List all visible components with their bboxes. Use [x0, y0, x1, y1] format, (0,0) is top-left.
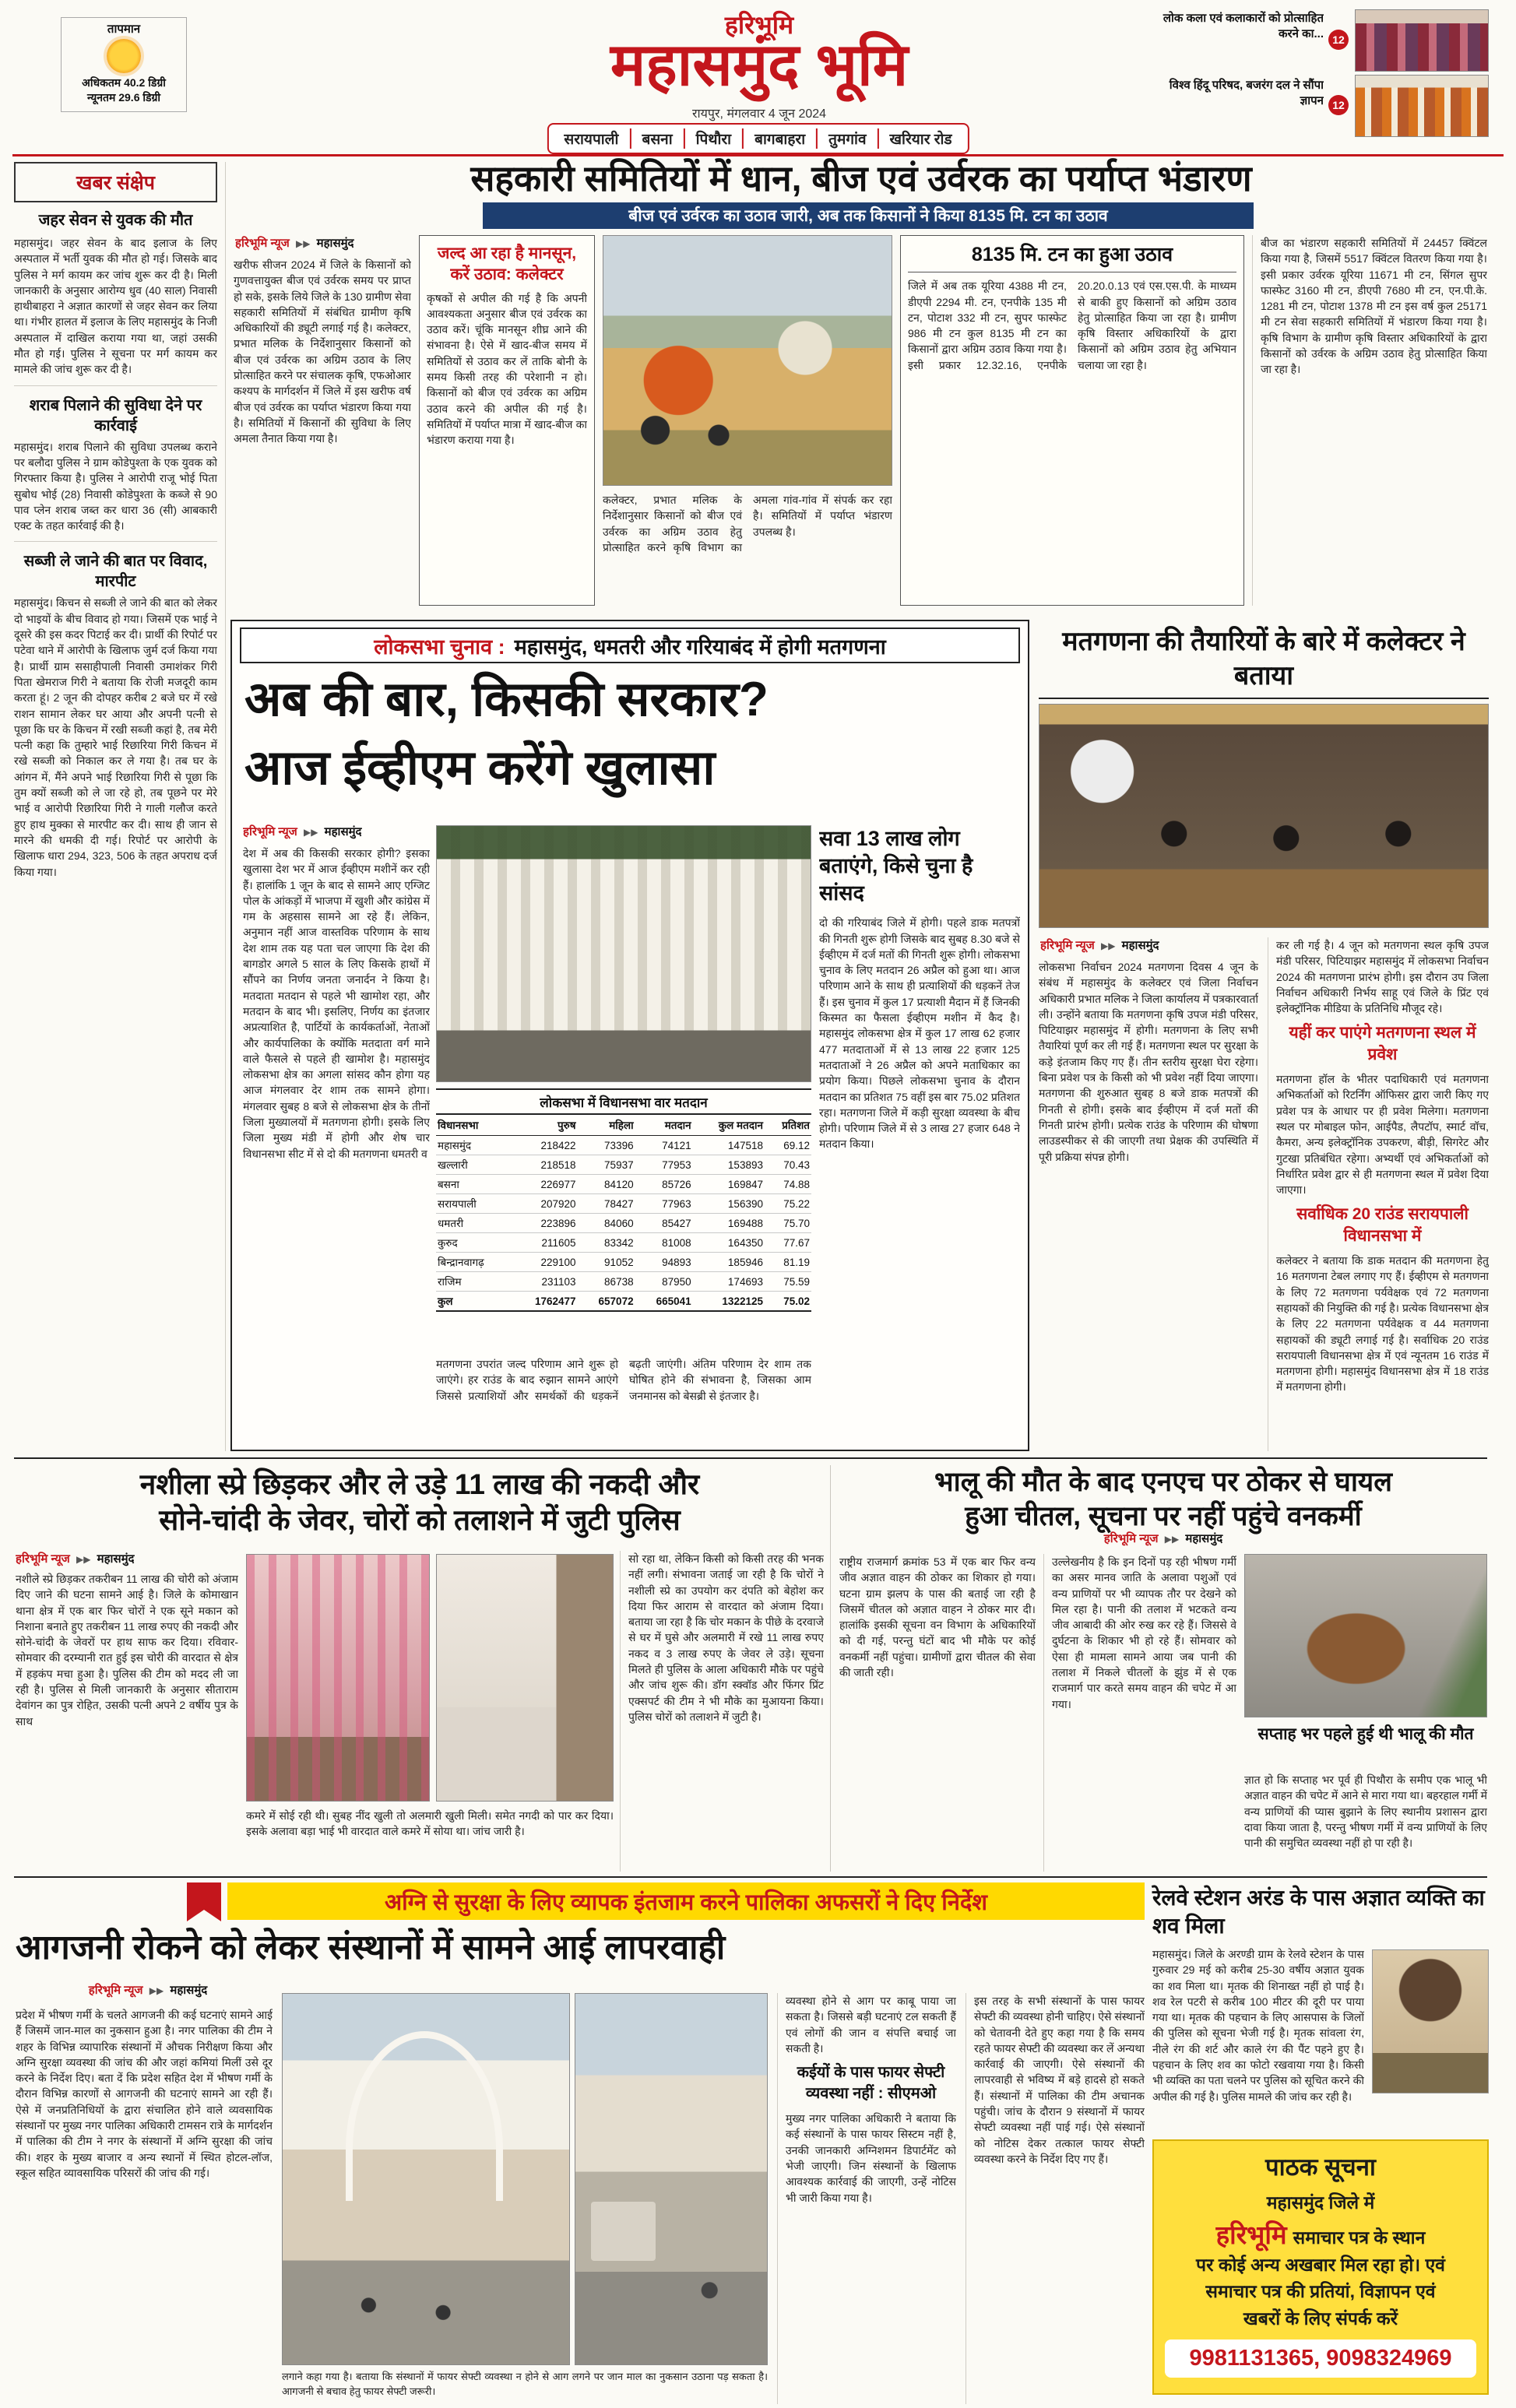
masthead-dateline: रायपुर, मंगलवार 4 जून 2024 — [691, 107, 827, 121]
uplift-box-body: जिले में अब तक यूरिया 4388 मी टन, डीएपी 2294 मी. टन, एनपीके 135 मी टन, पोटाश 332 मी टन, सुपर फास्फेट 986 मी टन कुल 8135 मी टन का किसानों द्वारा अग्रिम उठाव किया गया है। इसी प्रकार 12.32.16, एनपीके 20.20.0.13 एवं एस.एस.पी. के माध्यम से बाकी हुए किसानों को अग्रिम उठाव हेतु प्रोत्साहित किया जा रहा है। ग्रामीण कृषि विस्तार अधिकारियों के द्वारा किसानों को अग्रिम उठाव हेतु अभियान चलाया जा रहा है। — [908, 279, 1236, 371]
counting-subhead-1: यहीं कर पाएंगे मतगणना स्थल में प्रवेश — [1289, 1024, 1476, 1063]
brief-headline: शराब पिलाने की सुविधा देने पर कार्रवाई — [29, 396, 202, 434]
table-cell: 74121 — [635, 1136, 693, 1155]
fire-col2-top: व्यवस्था होने से आग पर काबू पाया जा सकता है। जिससे बड़ी घटनाएं टल सकती हैं एवं लोगों की जान व संपत्ति बचाई जा सकती है। — [786, 1995, 956, 2055]
table-cell: 85427 — [635, 1214, 693, 1233]
table-cell: 226977 — [511, 1175, 577, 1194]
counting-headline: मतगणना की तैयारियों के बारे में कलेक्टर ने बताया — [1039, 624, 1489, 699]
byline-arrows-icon: ▶▶ — [76, 1554, 91, 1565]
deer-col2: उल्लेखनीय है कि इन दिनों पड़ रही भीषण गर्मी का असर मानव जाति के अलावा पशुओं एवं वन्य प्राणियों पर भी व्यापक तौर पर देखने को मिल रहा है। पानी की तलाश में भटकते वन्य जीव आबादी की ओर रुख कर रहे हैं। जिससे वे दुर्घटना के शिकार भी हो रहे हैं। सोमवार को ऐसा ही मामला सामने आया जब पानी की तलाश में निकले चीतलों के झुंड में से एक राजमार्ग पार करते समय वाहन की चपेट में आ गया। — [1043, 1554, 1236, 1872]
byline-city: महासमुंद — [1185, 1532, 1223, 1545]
table-cell: 78427 — [578, 1194, 635, 1214]
reader-notice-line2: समाचार पत्र के स्थान — [1293, 2227, 1426, 2248]
nav-item-pithora: पिथौरा — [684, 128, 731, 149]
theft-byline — [16, 1551, 238, 1566]
theft-left-col — [16, 1551, 238, 1872]
ribbon-icon — [187, 1882, 221, 1921]
byline-brand: हरिभूमि न्यूज — [88, 1984, 143, 1997]
byline-arrows-icon: ▶▶ — [1164, 1534, 1180, 1545]
reader-notice-title: पाठक सूचना — [1265, 2153, 1376, 2181]
deer-subhead: सप्ताह भर पहले हुई थी भालू की मौत — [1257, 1725, 1474, 1743]
top-photo-caption-2: विश्व हिंदू परिषद, बजरंग दल ने सौंपा ज्ञापन — [1169, 79, 1324, 108]
deer-sub-body: ज्ञात हो कि सप्ताह भर पूर्व ही पिथौरा के समीप एक भालू भी अज्ञात वाहन की चपेट में आने से मारा गया था। बहरहाल गर्मी में वन्य प्राणियों की प्यास बुझाने के लिए स्थानीय प्रशासन द्वारा दावा किया जाता है, परन्तु भीषण गर्मी में वन्य प्राणियों के लिए पानी की समुचित व्यवस्था नहीं हो पा रही है। — [1244, 1773, 1487, 1850]
body-found-story — [1152, 1946, 1489, 2132]
theft-headline-line2: सोने-चांदी के जेवर, चोरों को तलाशने में जुटी पुलिस — [159, 1504, 681, 1537]
theft-left-text: नशीले स्प्रे छिड़कर तकरीबन 11 लाख की चोरी को अंजाम दिए जाने की घटना सामने आई है। जिले के कोमाखान थाना क्षेत्र में एक बार फिर चोरों ने एक सूने मकान को निशाना बनाते हुए तकरीबन 11 लाख रुपए की नकदी और सोने-चांदी के जेवरों पर हाथ साफ कर दिया। रविवार-सोमवार की दरम्यानी रात हुई इस चोरी की वारदात से क्षेत्र में हड़कंप मचा हुआ है। पुलिस की टीम को मदद ली जा रही है। पुलिस से मिली जानकारी के अनुसार सीताराम देवांगन का पुत्र रोहित, उसकी पत्नी अपने 2 वर्षीय पुत्र के साथ — [16, 1573, 238, 1728]
counting-sub1-body: मतगणना हॉल के भीतर पदाधिकारी एवं मतगणना अभिकर्ताओं को रिटर्निंग ऑफिसर द्वारा जारी किए गए प्रवेश पत्र के आधार पर ही प्रवेश मिलेगा। मतगणना स्थल पर मोबाइल फोन, आईपैड, लैपटॉप, स्मार्ट वॉच, कैमरा, अन्य इलेक्ट्रॉनिक उपकरण, बीड़ी, सिगरेट और गुटखा प्रतिबंधित रहेगा। अभ्यर्थी एवं अभिकर्ताओं को निर्धारित प्रवेश द्वार से ही मतगणना स्थल में प्रवेश दिया जाएगा। — [1276, 1073, 1489, 1197]
table-row — [436, 1175, 811, 1194]
table-header-cell: प्रतिशत — [765, 1114, 811, 1136]
byline-city: महासमुंद — [97, 1552, 135, 1566]
deer-headline-line1: भालू की मौत के बाद एनएच पर ठोकर से घायल — [934, 1467, 1392, 1497]
table-cell: 91052 — [578, 1253, 635, 1272]
table-cell: 69.12 — [765, 1136, 811, 1155]
table-cell: 77963 — [635, 1194, 693, 1214]
theft-photo-caption: कमरे में सोई रही थी। सुबह नींद खुली तो अलमारी खुली मिली। समेत नगदी को पार कर दिया। इसके अलावा बड़ा भाई भी वारदात वाले कमरे में सोया था। जांच जारी है। — [246, 1809, 614, 1838]
counting-right-intro: कर ली गई है। 4 जून को मतगणना स्थल कृषि उपज मंडी परिसर, पिटियाझर महासमुंद में लोकसभा निर्वाचन 2024 की मतगणना प्रारंभ होगी। इस दौरान उप जिला निर्वाचन अधिकारी निर्भय साहू एवं जिले के प्रिंट एवं इलेक्ट्रॉनिक मीडिया के प्रतिनिधि मौजूद रहे। — [1276, 939, 1489, 1015]
fire-crosshead: कईयों के पास फायर सेफ्टी व्यवस्था नहीं : सीएमओ — [797, 2064, 945, 2103]
table-cell: 657072 — [578, 1292, 635, 1312]
table-cell: राजिम — [436, 1272, 511, 1292]
table-header-cell: विधानसभा — [436, 1114, 511, 1136]
uplift-box-title: 8135 मि. टन का हुआ उठाव — [908, 243, 1236, 272]
sun-icon — [107, 39, 141, 73]
theft-headline — [16, 1467, 824, 1539]
table-cell: सरायपाली — [436, 1194, 511, 1214]
lead-right-col: बीज का भंडारण सहकारी समितियों में 24457 क्विंटल किया गया है, जिसमें 5517 क्विंटल वितरण किया गया है। इसी प्रकार उर्वरक यूरिया 11671 मी टन, सिंगल सुपर फास्फेट 3160 मी टन, डीएपी 7680 मी टन, एन.पी.के. 1281 मी टन, पोटाश 1378 मी टन इस वर्ष कुल 25171 मी टन सेवा सहकारी समितियों में भंडारण किया गया है। कृषि विभाग के ग्रामीण कृषि विस्तार अधिकारियों के द्वारा किसानों को उर्वरक के अग्रिम उठाव हेतु प्रोत्साहित किया जा रहा है। — [1252, 235, 1487, 606]
weather-max: अधिकतम 40.2 डिग्री — [82, 76, 166, 89]
monsoon-box-title: जल्द आ रहा है मानसून, करें उठाव: कलेक्टर — [437, 244, 577, 284]
counting-sub2-body: कलेक्टर ने बताया कि डाक मतदान की मतगणना हेतु 16 मतगणना टेबल लगाए गए हैं। ईव्हीएम से मतगणना के लिए 72 मतगणना पर्यवेक्षक एवं 72 मतगणना सहायकों की नियुक्ति की गई है। प्रत्येक विधानसभा क्षेत्र के लिए 22 मतगणना पर्यवेक्षक व 44 मतगणना सहायकों की ड्यूटी लगाई गई है। सर्वाधिक 20 राउंड सरायपाली विधानसभा क्षेत्र में एवं न्यूनतम 16 राउंड में मतगणना होगी। महासमुंद विधानसभा क्षेत्र में 18 राउंड में मतगणना होगी। — [1276, 1254, 1489, 1394]
table-cell: 665041 — [635, 1292, 693, 1312]
injured-deer-photo — [1244, 1554, 1487, 1717]
top-photo-caption-1: लोक कला एवं कलाकारों को प्रोत्साहित करने का... — [1163, 12, 1324, 41]
table-row — [436, 1214, 811, 1233]
reader-notice-line1: महासमुंद जिले में — [1266, 2192, 1375, 2213]
table-cell: 84060 — [578, 1214, 635, 1233]
monsoon-box-body: कृषकों से अपील की गई है कि अपनी आवश्यकता अनुसार बीज एवं उर्वरक का उठाव करें। चूंकि मानसून शीघ्र आने की संभावना है। ऐसे में खाद-बीज समय में समितियों से उठाव कर लें ताकि बोनी के समय किसी तरह की परेशानी न हो। किसानों को बीज एवं उर्वरक का अग्रिम उठाव करने की अपील की गई है। समितियों में पर्याप्त मात्रा में खाद-बीज का भंडारण कराया गया है। — [427, 291, 587, 447]
election-right-subhead: सवा 13 लाख लोग बताएंगे, किसे चुना है सांसद — [819, 827, 973, 905]
table-cell: धमतरी — [436, 1214, 511, 1233]
brief-body: महासमुंद। जहर सेवन के बाद इलाज के लिए अस्पताल में भर्ती युवक की मौत हो गई। जिसके बाद पुलिस ने मर्ग कायम कर जांच शुरू कर दी है। मिली जानकारी के अनुसार आरोग्य धुव (40 साल) निवासी हाथीबाहरा ने अज्ञात कारणों से जहर सेवन कर लिया था। गंभीर हालत में इलाज के लिए महासमुंद के निजी अस्पताल में दाखिल कराया गया था, जहां उसकी मौत हो गई। पुलिस ने सूचना पर मर्ग कायम कर मामले की जांच शुरू कर दी है। — [14, 237, 217, 376]
counting-byline — [1040, 937, 1243, 953]
brief-headline: सब्जी ले जाने की बात पर विवाद, मारपीट — [23, 553, 208, 591]
table-cell: 153893 — [693, 1155, 765, 1175]
weather-box — [61, 17, 187, 112]
section-divider — [14, 1457, 1487, 1459]
column-divider — [830, 1465, 831, 1872]
reader-notice-line4: समाचार पत्र की प्रतियां, विज्ञापन एवं — [1205, 2281, 1436, 2301]
table-row — [436, 1272, 811, 1292]
body-found-headline: रेलवे स्टेशन अरंड के पास अज्ञात व्यक्ति का शव मिला — [1152, 1886, 1485, 1939]
counting-right-col — [1268, 937, 1489, 1451]
table-cell: 174693 — [693, 1272, 765, 1292]
fire-photo-caption: लगाने कहा गया है। बताया कि संस्थानों में फायर सेफ्टी व्यवस्था न होने से आग लगने पर जान माल का नुकसान उठाना पड़ सकता है। आगजनी से बचाव हेतु फायर सेफ्टी जरूरी। — [282, 2371, 768, 2397]
header-rule — [12, 154, 1504, 156]
election-left-col: देश में अब की किसकी सरकार होगी? इसका खुलासा देश भर में आज ईव्हीएम मशीनें कर रही हैं। हालांकि 1 जून के बाद से सामने आए एग्जिट पोल के आंकड़ों में भाजपा में खुशी और कांग्रेस में गम के अहसास सामने आ रहे हैं। लेकिन, अनुमान नहीं आज वास्तविक परिणाम के साथ देश शाम तक यह पता चल जाएगा कि देश की बागडोर अगले 5 साल के लिए किसके हाथों में सौंपने का निर्णय जनता जनार्दन ने किया है। मतदाता मतदान से पहले भी खामोश रहा, और मतदान के बाद भी। इसलिए, निर्णय का इंतजार अप्रत्याशित है, पार्टियों के कार्यकर्ताओं, नेताओं और कार्यपालिका के क्योंकि मतदाता वर्ग माने वाले फैसले से पहले ही खामोश है। महासमुंद लोकसभा क्षेत्र का अगला सांसद कौन होगा यह आज मंगलवार देर शाम तक सामने होगा। मंगलवार सुबह 8 बजे से लोकसभा क्षेत्र के तीनों जिला मुख्यालयों में मतगणना होगी। इसके लिए जिला मुख्य मंडी में होगी और शेष चार विधानसभा सीट में से दो की मतगणना धमतरी व — [243, 847, 430, 1160]
reader-notice-box — [1152, 2139, 1489, 2395]
kicker-text: महासमुंद, धमतरी और गरियाबंद में होगी मतगणना — [514, 635, 886, 659]
tractor-photo — [603, 235, 892, 486]
masthead-title: महासमुंद भूमि — [610, 32, 909, 98]
table-cell: 218518 — [511, 1155, 577, 1175]
kicker-label: लोकसभा चुनाव : — [374, 635, 505, 659]
briefs-title: खबर संक्षेप — [14, 162, 217, 202]
election-right-col — [819, 825, 1020, 1443]
table-cell: 169847 — [693, 1175, 765, 1194]
table-cell: 70.43 — [765, 1155, 811, 1175]
byline-brand: हरिभूमि न्यूज — [1040, 939, 1095, 952]
table-cell: 75.59 — [765, 1272, 811, 1292]
reader-notice-phones: 9981131365, 9098324969 — [1165, 2339, 1476, 2378]
lead-col1: खरीफ सीजन 2024 में जिले के किसानों को गुणवत्तायुक्त बीज एवं उर्वरक समय पर प्राप्त हो सके, इसके लिये जिले के 130 ग्रामीण सेवा सहकारी समितियों में संबंधित ग्रामीण कृषि अधिकारियों की ड्यूटी लगाई गई है। कलेक्टर, प्रभात मलिक के निर्देशानुसार किसानों को बीज एवं उर्वरक का अग्रिम उठाव के लिए प्रोत्साहित करने पर संचालक कृषि, एफओआर कश्यप के मार्गदर्शन में जिले में इस खरीफ वर्ष बीज एवं उर्वरक का पर्याप्त भंडारण किया गया है। समितियों में किसानों की सुविधा के लिए अमला तैनात किया गया है। — [234, 258, 411, 445]
table-cell: बसना — [436, 1175, 511, 1194]
table-row — [436, 1233, 811, 1253]
nav-item-bagbahra: बागबाहरा — [742, 128, 805, 149]
table-cell: 1762477 — [511, 1292, 577, 1312]
table-cell: 75.22 — [765, 1194, 811, 1214]
byline-brand: हरिभूमि न्यूज — [243, 825, 297, 838]
byline-brand: हरिभूमि न्यूज — [1103, 1532, 1159, 1545]
table-cell: 1322125 — [693, 1292, 765, 1312]
table-cell: 87950 — [635, 1272, 693, 1292]
collector-press-photo — [1039, 704, 1489, 928]
table-cell: 185946 — [693, 1253, 765, 1272]
table-cell: खल्लारी — [436, 1155, 511, 1175]
table-cell: 74.88 — [765, 1175, 811, 1194]
masthead-logo: हरिभूमि — [724, 11, 794, 39]
deer-byline — [839, 1531, 1487, 1546]
table-cell: 218422 — [511, 1136, 577, 1155]
nav-item-saraipali: सरायपाली — [564, 132, 619, 148]
election-headline-1: अब की बार, किसकी सरकार? — [244, 673, 769, 726]
election-story-box — [230, 620, 1029, 1451]
table-header-cell: कुल मतदान — [693, 1114, 765, 1136]
nav-item-basna: बसना — [629, 128, 672, 149]
theft-right-col: सो रहा था, लेकिन किसी को किसी तरह की भनक नहीं लगी। संभावना जताई जा रही है कि चोरों ने नशीली स्प्रे का उपयोग कर दंपति को बेहोश कर दिया फिर आराम से वारदात को अंजाम दिया। बताया जा रहा है कि चोर मकान के पीछे के दरवाजे से घर में घुसे और अलमारी में रखे 11 लाख रुपए नकद व 3 लाख रुपए के जेवर ले उड़े। सूचना मिलते ही पुलिस के आला अधिकारी मौके पर पहुंचे और जांच शुरू की। डॉग स्क्वॉड और फिंगर प्रिंट एक्सपर्ट की टीम ने भी मौके का मुआयना किया। पुलिस चोरों को तलाशने में जुटी है। — [620, 1551, 824, 1872]
table-row — [436, 1136, 811, 1155]
byline-arrows-icon: ▶▶ — [1100, 940, 1116, 951]
deer-col1: राष्ट्रीय राजमार्ग क्रमांक 53 में एक बार फिर वन्य जीव अज्ञात वाहन की ठोकर का शिकार हो गया। घटना ग्राम झलप के पास की बताई जा रही है जिसमें चीतल को अज्ञात वाहन ने ठोकर मार दी। हालांकि इसकी सूचना वन विभाग के अधिकारियों को दी गई, परन्तु घंटों बाद भी मौके पर कोई वनकर्मी नहीं पहुंचा। ग्रामीणों द्वारा चीतल की सेवा की जाती रही। — [839, 1556, 1036, 1679]
byline-arrows-icon: ▶▶ — [149, 1985, 164, 1996]
table-cell: कुल — [436, 1292, 511, 1312]
brief-headline: जहर सेवन से युवक की मौत — [38, 212, 193, 229]
folk-artists-photo — [1355, 9, 1489, 72]
counting-subhead-2: सर्वाधिक 20 राउंड सरायपाली विधानसभा में — [1296, 1205, 1469, 1245]
election-headline-2: आज ईव्हीएम करेंगे खुलासा — [244, 741, 716, 795]
byline-city: महासमुंद — [170, 1984, 208, 1997]
burgled-room-photo-2 — [436, 1554, 614, 1802]
table-header-cell: मतदान — [635, 1114, 693, 1136]
fire-banner: अग्नि से सुरक्षा के लिए व्यापक इंतजाम करने पालिका अफसरों ने दिए निर्देश — [227, 1882, 1145, 1920]
nav-item-khariar-road: खरियार रोड — [878, 128, 952, 149]
byline-brand: हरिभूमि न्यूज — [16, 1552, 70, 1566]
byline-arrows-icon: ▶▶ — [303, 827, 318, 838]
table-cell: 169488 — [693, 1214, 765, 1233]
lead-byline — [235, 235, 422, 251]
table-cell: 86738 — [578, 1272, 635, 1292]
table-cell: बिन्द्रानवागढ़ — [436, 1253, 511, 1272]
vhp-memorandum-photo — [1355, 75, 1489, 137]
fire-col3: इस तरह के सभी संस्थानों के पास फायर सेफ्टी की व्यवस्था होनी चाहिए। ऐसे संस्थानों को चेतावनी देते हुए कहा गया है कि समय रहते फायर सेफ्टी की व्यवस्था कर लें अन्यथा कार्रवाई की जाएगी। ऐसे संस्थानों की लापरवाही से भविष्य में बड़े हादसे हो सकते हैं। संस्थानों में पालिका की टीम अचानक पहुंची। जांच के दौरान 9 संस्थानों में फायर सेफ्टी व्यवस्था नहीं पाई गई। ऐसे संस्थानों को नोटिस देकर तत्काल फायर सेफ्टी व्यवस्था करने के निर्देश दिए गए हैं। — [966, 1993, 1145, 2404]
table-cell: 164350 — [693, 1233, 765, 1253]
table-cell: 84120 — [578, 1175, 635, 1194]
weather-title: तापमान — [107, 23, 141, 36]
table-cell: 81008 — [635, 1233, 693, 1253]
brief-item — [14, 385, 217, 534]
fire-headline: आगजनी रोकने को लेकर संस्थानों में सामने आई लापरवाही — [16, 1928, 726, 1967]
voting-table-block — [436, 1088, 811, 1312]
street-inspection-photo-2 — [575, 1993, 768, 2365]
table-row — [436, 1155, 811, 1175]
table-cell: 156390 — [693, 1194, 765, 1214]
section-divider — [14, 1876, 1487, 1878]
table-total-row — [436, 1292, 811, 1312]
photo-badge-2: 12 — [1328, 95, 1349, 115]
photo-badge-1: 12 — [1328, 30, 1349, 50]
table-cell: 77.67 — [765, 1233, 811, 1253]
monsoon-box — [419, 235, 595, 606]
briefs-sidebar — [14, 162, 226, 1451]
reader-notice-brand-line — [1165, 2216, 1476, 2252]
table-header-cell: पुरुष — [511, 1114, 577, 1136]
counting-left-col: लोकसभा निर्वाचन 2024 मतगणना दिवस 4 जून के संबंध में महासमुंद के कलेक्टर एवं जिला निर्वाचन अधिकारी प्रभात मलिक ने जिला कार्यालय में पत्रकारवार्ता ली। उन्होंने बताया कि मतगणना कृषि उपज मंडी परिसर, पिटियाझर महासमुंद में होगी। मतगणना के लिए सभी तैयारियां पूर्ण कर ली गई हैं। मतगणना स्थल पर सुरक्षा के कड़े इंतजाम किए गए हैं। तीन स्तरीय सुरक्षा घेरा रहेगा। बिना प्रवेश पत्र के किसी को भी प्रवेश नहीं दिया जाएगा। मतगणना की शुरुआत सुबह 8 बजे डाक मतपत्रों की गिनती से होगी। इसके बाद ईव्हीएम में दर्ज मतों की गिनती प्रारंभ होगी। प्रत्येक राउंड के परिणाम की घोषणा लाउडस्पीकर से की जाएगी तथा प्रेक्षक की उपस्थिति में पूरी प्रक्रिया संपन्न होगी। — [1039, 961, 1258, 1163]
election-kicker — [240, 627, 1020, 663]
voting-table-title: लोकसभा में विधानसभा वार मतदान — [436, 1088, 811, 1113]
table-cell: 94893 — [635, 1253, 693, 1272]
table-cell: महासमुंद — [436, 1136, 511, 1155]
table-cell: 231103 — [511, 1272, 577, 1292]
brief-item — [14, 210, 217, 378]
table-row — [436, 1253, 811, 1272]
nav-item-tumgaon: तुमगांव — [816, 128, 866, 149]
election-byline — [243, 824, 430, 839]
deer-headline — [839, 1465, 1487, 1534]
table-cell: 229100 — [511, 1253, 577, 1272]
byline-city: महासमुंद — [324, 825, 362, 838]
theft-headline-line1: नशीला स्प्रे छिड़कर और ले उड़े 11 लाख की नकदी और — [139, 1468, 700, 1500]
fire-byline — [16, 1982, 280, 1998]
table-cell: 75.70 — [765, 1214, 811, 1233]
street-inspection-photo-1 — [282, 1993, 570, 2365]
table-cell: 223896 — [511, 1214, 577, 1233]
fire-col1: प्रदेश में भीषण गर्मी के चलते आगजनी की कई घटनाएं सामने आई हैं जिसमें जान-माल का नुकसान हुआ है। नगर पालिका की टीम ने शहर के विभिन्न व्यापारिक संस्थानों में औचक निरीक्षण किया और अग्नि सुरक्षा व्यवस्था की जांच की और जहां कमियां मिलीं उसे दूर करने के निर्देश दिए। बता दें कि प्रदेश सहित देश में भीषण गर्मी के दौरान विभिन्न कारणों से आगजनी की घटनाएं सामने आ रही हैं। ऐसे में जनप्रतिनिधियों के द्वारा संचालित होने वाले व्यवसायिक संस्थानों पर मुख्य नगर पालिका अधिकारी टामसन रात्रे के मार्गदर्शन में पालिका की टीम ने नगर के संस्थानों में अग्नि सुरक्षा की जांच की। शहर के मुख्य बाजार व अन्य स्थानों में स्थित होटल-लॉज, स्कूल सहित व्यावसायिक परिसरों की जांच की गई। — [16, 2009, 273, 2179]
reader-notice-line5: खबरों के लिए संपर्क करें — [1243, 2308, 1398, 2329]
brief-body: महासमुंद। शराब पिलाने की सुविधा उपलब्ध कराने पर बलौदा पुलिस ने ग्राम कोडेपुश्ता के एक युवक को गिरफ्तार किया है। पुलिस ने आरोपी राजू भोई पिता सुबोध भोई (28) निवासी कोडेपुश्ता के कब्जे से 90 पाव प्लेन शराब जब्त कर धारा 36 (सी) आबकारी एक्ट के तहत कार्रवाई की है। — [14, 440, 217, 533]
fire-col2 — [777, 1993, 956, 2404]
table-header-row — [436, 1114, 811, 1136]
byline-brand: हरिभूमि न्यूज — [235, 237, 290, 250]
table-cell: 147518 — [693, 1136, 765, 1155]
byline-arrows-icon: ▶▶ — [295, 238, 311, 249]
uplift-box — [900, 235, 1244, 606]
edition-nav — [547, 123, 969, 154]
table-cell: 75.02 — [765, 1292, 811, 1312]
table-cell: 77953 — [635, 1155, 693, 1175]
election-below-table-text: मतगणना उपरांत जल्द परिणाम आने शुरू हो जाएंगे। हर राउंड के बाद रुझान सामने आएंगे जिससे प्रत्याशियों और समर्थकों की धड़कनें बढ़ती जाएंगी। अंतिम परिणाम देर शाम तक घोषित होने की संभावना है, जिसका आम जनमानस को बेसब्री से इंतजार है। — [436, 1358, 811, 1402]
brief-body: महासमुंद। किचन से सब्जी ले जाने की बात को लेकर दो भाइयों के बीच विवाद हो गया। जिसमें एक भाई ने दूसरे की इस कदर पिटाई कर दी। प्रार्थी की रिपोर्ट पर पटेवा थाने में आरोपी के खिलाफ जुर्म दर्ज किया गया है। प्रार्थी ग्राम ससाहीपाली निवासी उमाशंकर गिरी पिता खेमराज गिरी ने बताया कि रोजी मजदूरी काम करता हूं। 2 जून की दोपहर करीब 2 बजे घर में रखे राशन सामान लेकर घर आया और अपनी पत्नी से पूछा कि घर के किचन में रखी सब्जी कहां है, तब मेरी पत्नी कहा कि तुम्हारे भाई रिछारिया गिरी किचन में रखे सब्जी को निकाल कर ले गया है। तब घर के आंगन में, मैंने अपने भाई रिछारिया गिरी से पूछा कि तुम क्यों सब्जी को ले जा रहे हो, तब पूछने पर मेरे भाई व आरोपी रिछारिया गिरी ने गाली गलौज करते हुए हाथ मुक्का से मारपीट कर दी। साथ ही जान से मारने की धमकी दी गई। रिपोर्ट पर आरोपी के खिलाफ धारा 294, 323, 506 के तहत अपराध दर्ज किया गया। — [14, 596, 217, 878]
table-cell: 73396 — [578, 1136, 635, 1155]
table-row — [436, 1194, 811, 1214]
lead-subhead-band: बीज एवं उर्वरक का उठाव जारी, अब तक किसानों ने किया 8135 मि. टन का उठाव — [483, 202, 1254, 229]
brief-item — [14, 541, 217, 879]
reader-notice-line3: पर कोई अन्य अखबार मिल रहा हो। एवं — [1196, 2254, 1445, 2275]
byline-city: महासमुंद — [316, 237, 354, 250]
fire-sub-body1: मुख्य नगर पालिका अधिकारी ने बताया कि कई संस्थानों के पास फायर सिस्टम नहीं है, उनकी जानकारी अग्निशमन डिपार्टमेंट को भेजी जाएगी। जिन संस्थानों के खिलाफ आवश्यक कार्रवाई की जाएगी, उन्हें नोटिस भी जारी किया गया है। — [786, 2112, 956, 2204]
table-header-cell: महिला — [578, 1114, 635, 1136]
table-cell: 211605 — [511, 1233, 577, 1253]
lead-under-photo-text: कलेक्टर, प्रभात मलिक के निर्देशानुसार किसानों को बीज एवं उर्वरक का अग्रिम उठाव हेतु प्रोत्साहित करने कृषि विभाग का अमला गांव-गांव में संपर्क कर रहा है। समितियों में पर्याप्त भंडारण उपलब्ध है। — [603, 494, 892, 554]
election-right-text: दो की गरियाबंद जिले में होगी। पहले डाक मतपत्रों की गिनती शुरू होगी जिसके बाद सुबह 8.30 बजे से ईव्हीएम में दर्ज मतों की गिनती शुरू होगी। लोकसभा चुनाव के लिए मतदान 26 अप्रैल को हुआ था। आज परिणाम आने के साथ ही प्रत्याशियों की धड़कनें तेज हैं। इस चुनाव में कुल 17 प्रत्याशी मैदान में हैं जिनकी किस्मत का फैसला ईव्हीएम मशीन में कैद है। महासमुंद लोकसभा क्षेत्र में कुल 17 लाख 62 हजार 477 मतदाताओं में से 13 लाख 22 हजार 125 मतदाताओं ने 26 अप्रैल को अपने मताधिकार का प्रयोग किया। पिछले लोकसभा चुनाव के दौरान मतदान का प्रतिशत 75 वहीं इस बार 75.02 प्रतिशत रहा। मतगणना जिले में कड़ी सुरक्षा व्यवस्था के बीच होगी। परिणाम जिले में से 3 लाख 27 हजार 648 ने मतदान किया। — [819, 916, 1020, 1151]
unidentified-man-photo — [1372, 1949, 1489, 2093]
body-found-text: महासमुंद। जिले के अरण्डी ग्राम के रेलवे स्टेशन के पास गुरुवार 29 मई को करीब 25-30 वर्षीय अज्ञात युवक का शव मिला था। मृतक की शिनाख्त नहीं हो पाई है। शव रेल पटरी से करीब 100 मीटर की दूरी पर पाया गया था। मृतक की पहचान के लिए आसपास के जिलों की पुलिस को सूचना भेजी गई है। मृतक सांवला रंग, नीले रंग की शर्ट और काले रंग की पैंट पहने हुए है। पहचान के लिए शव का फोटो रखवाया गया है। किसी भी व्यक्ति का पता चलने पर पुलिस को सूचित करने की अपील की गई है। पुलिस मामले की जांच कर रही है। — [1152, 1948, 1364, 2103]
counting-venue-photo — [436, 825, 811, 1082]
table-cell: 81.19 — [765, 1253, 811, 1272]
table-cell: 75937 — [578, 1155, 635, 1175]
table-cell: 83342 — [578, 1233, 635, 1253]
table-cell: कुरुद — [436, 1233, 511, 1253]
byline-city: महासमुंद — [1121, 939, 1159, 952]
weather-min: न्यूनतम 29.6 डिग्री — [86, 91, 161, 104]
lead-headline: सहकारी समितियों में धान, बीज एवं उर्वरक का पर्याप्त भंडारण — [470, 158, 1252, 199]
table-cell: 207920 — [511, 1194, 577, 1214]
deer-headline-line2: हुआ चीतल, सूचना पर नहीं पहुंचे वनकर्मी — [965, 1500, 1362, 1531]
voting-table — [436, 1113, 811, 1312]
reader-notice-brand: हरिभूमि — [1215, 2220, 1287, 2249]
table-cell: 85726 — [635, 1175, 693, 1194]
burgled-room-photo-1 — [246, 1554, 430, 1802]
